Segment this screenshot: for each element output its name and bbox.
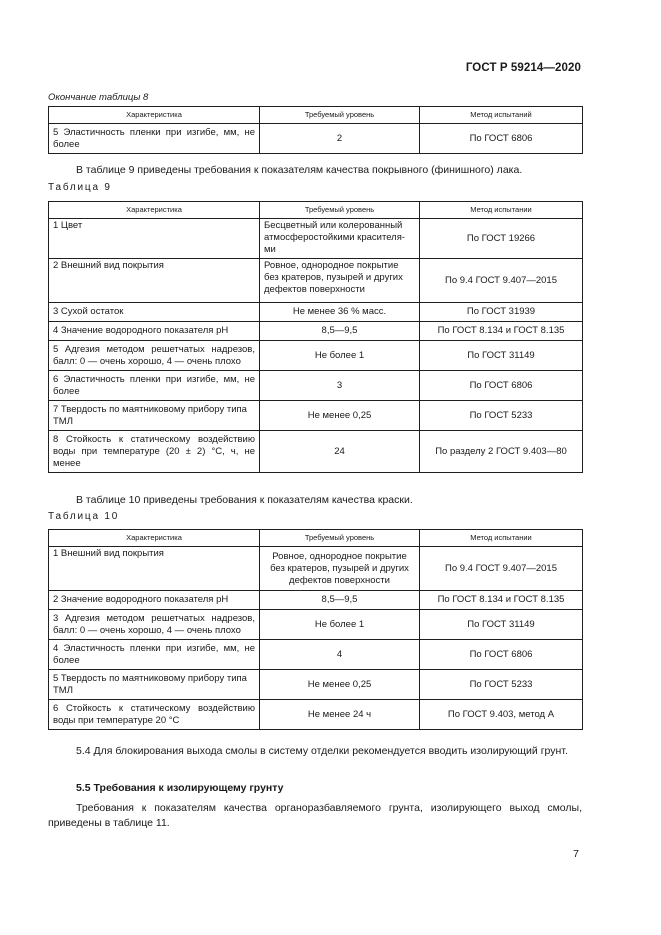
cell-required-level: Не менее 24 ч <box>260 700 420 730</box>
cell-characteristic: 1 Внешний вид покрытия <box>49 547 260 591</box>
cell-test-method: По ГОСТ 8.134 и ГОСТ 8.135 <box>420 591 583 610</box>
table-row <box>49 670 583 700</box>
column-header: Характеристика <box>49 530 260 547</box>
cell-required-level: 4 <box>260 640 420 670</box>
cell-test-method: По ГОСТ 31149 <box>420 341 583 371</box>
table-row <box>49 303 583 322</box>
cell-test-method: По ГОСТ 6806 <box>420 371 583 401</box>
cell-test-method: По ГОСТ 5233 <box>420 670 583 700</box>
column-header: Характеристика <box>49 107 260 124</box>
table-row <box>49 371 583 401</box>
table-row <box>49 219 583 259</box>
cell-characteristic: 1 Цвет <box>49 219 260 259</box>
page-number: 7 <box>573 848 579 860</box>
cell-characteristic: 6 Стойкость к статическому воздействию воды при температуре 20 °С <box>49 700 260 730</box>
table-10 <box>48 529 583 730</box>
cell-characteristic: 4 Эластичность пленки при изгибе, мм, не более <box>49 640 260 670</box>
cell-required-level: Не менее 0,25 <box>260 670 420 700</box>
paragraph-table9-intro: В таблице 9 приведены требования к показателям качества покрывного (финишного) лака. <box>76 164 523 176</box>
cell-test-method: По ГОСТ 6806 <box>420 640 583 670</box>
column-header: Требуемый уровень <box>260 107 420 124</box>
cell-characteristic: 4 Значение водородного показателя pH <box>49 322 260 341</box>
column-header: Метод испытаний <box>420 107 583 124</box>
column-header: Требуемый уровень <box>260 202 420 219</box>
table-row <box>49 431 583 473</box>
cell-required-level: 3 <box>260 371 420 401</box>
cell-test-method: По разделу 2 ГОСТ 9.403—80 <box>420 431 583 473</box>
cell-test-method: По ГОСТ 6806 <box>420 124 583 154</box>
table-row <box>49 401 583 431</box>
cell-required-level: 8,5—9,5 <box>260 591 420 610</box>
document-code: ГОСТ Р 59214—2020 <box>465 62 581 74</box>
table-9 <box>48 201 583 473</box>
cell-test-method: По ГОСТ 5233 <box>420 401 583 431</box>
table-row <box>49 640 583 670</box>
cell-required-level: 24 <box>260 431 420 473</box>
table10-caption: Таблица 10 <box>48 511 120 522</box>
cell-characteristic: 3 Адгезия методом решетчатых надрезов, балл: 0 — очень хорошо, 4 — очень плохо <box>49 610 260 640</box>
column-header: Требуемый уровень <box>260 530 420 547</box>
table-header-row <box>49 107 583 124</box>
cell-test-method: По ГОСТ 8.134 и ГОСТ 8.135 <box>420 322 583 341</box>
cell-test-method: По 9.4 ГОСТ 9.407—2015 <box>420 547 583 591</box>
cell-characteristic: 7 Твердость по маятниковому прибору типа ТМЛ <box>49 401 260 431</box>
cell-test-method: По 9.4 ГОСТ 9.407—2015 <box>420 259 583 303</box>
cell-test-method: По ГОСТ 31939 <box>420 303 583 322</box>
cell-test-method: По ГОСТ 31149 <box>420 610 583 640</box>
cell-required-level: Не менее 36 % масс. <box>260 303 420 322</box>
cell-characteristic: 5 Адгезия методом решетчатых надрезов, балл: 0 — очень хорошо, 4 — очень плохо <box>49 341 260 371</box>
cell-characteristic: 5 Эластичность пленки при изгибе, мм, не более <box>49 124 260 154</box>
table-row <box>49 124 583 154</box>
cell-characteristic: 6 Эластичность пленки при изгибе, мм, не более <box>49 371 260 401</box>
cell-characteristic: 2 Внешний вид покрытия <box>49 259 260 303</box>
table-row <box>49 547 583 591</box>
cell-characteristic: 2 Значение водородного показателя pH <box>49 591 260 610</box>
column-header: Метод испытании <box>420 202 583 219</box>
cell-required-level: 2 <box>260 124 420 154</box>
table9-caption: Таблица 9 <box>48 182 112 193</box>
table-row <box>49 322 583 341</box>
cell-required-level: Ровное, однородное покрытие без кратеров, пузырей и других дефектов поверхности <box>260 259 420 303</box>
cell-test-method: По ГОСТ 19266 <box>420 219 583 259</box>
table-row <box>49 700 583 730</box>
table-header-row <box>49 202 583 219</box>
table-row <box>49 591 583 610</box>
cell-required-level: Не более 1 <box>260 610 420 640</box>
paragraph-5-5-intro: Требования к показателям качества органоразбавляемого грунта, изолирующего выход смолы, приведены в таблице 11. <box>48 802 582 829</box>
cell-characteristic: 8 Стойкость к статическому воздействию воды при температуре (20 ± 2) °С, ч, не менее <box>49 431 260 473</box>
column-header: Метод испытании <box>420 530 583 547</box>
cell-characteristic: 3 Сухой остаток <box>49 303 260 322</box>
cell-characteristic: 5 Твердость по маятниковому прибору типа ТМЛ <box>49 670 260 700</box>
cell-required-level: Ровное, однородное покрытие без кратеров, пузырей и других дефектов поверхности <box>260 547 420 591</box>
table-header-row <box>49 530 583 547</box>
cell-required-level: Не менее 0,25 <box>260 401 420 431</box>
section-heading-5-5: 5.5 Требования к изолирующему грунту <box>76 782 284 794</box>
table-8-end <box>48 106 583 154</box>
column-header: Характеристика <box>49 202 260 219</box>
table-row <box>49 341 583 371</box>
table8-caption: Окончание таблицы 8 <box>48 92 149 103</box>
cell-test-method: По ГОСТ 9.403, метод А <box>420 700 583 730</box>
table-row <box>49 610 583 640</box>
table-row <box>49 259 583 303</box>
cell-required-level: Не более 1 <box>260 341 420 371</box>
cell-required-level: Бесцветный или колерованный атмосферостойкими красителя-ми <box>260 219 420 259</box>
paragraph-table10-intro: В таблице 10 приведены требования к показателям качества краски. <box>76 494 413 506</box>
cell-required-level: 8,5—9,5 <box>260 322 420 341</box>
paragraph-5-4: 5.4 Для блокирования выхода смолы в систему отделки рекомендуется вводить изолирующий грунт. <box>76 745 568 757</box>
